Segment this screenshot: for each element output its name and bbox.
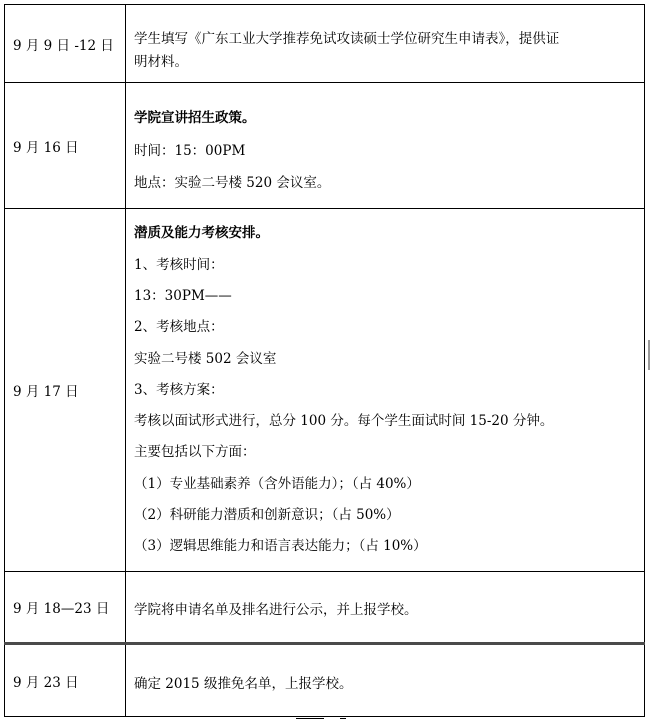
table-row: [4, 5, 645, 82]
content-line: 13：30PM——: [134, 288, 232, 304]
content-line: 明材料。: [134, 54, 188, 70]
content-line: 2、考核地点：: [134, 319, 224, 335]
content-cell: [126, 209, 645, 571]
date-text: 9 月 23 日: [13, 674, 79, 691]
content-line: 时间：15：00PM: [134, 143, 246, 159]
content-cell: [126, 83, 645, 208]
content-line: （1）专业基础素养（含外语能力）；（占 40%）: [134, 476, 420, 492]
date-cell: [4, 5, 126, 82]
content-cell: [126, 645, 645, 716]
table-row: [4, 83, 645, 208]
table-row: [4, 209, 645, 571]
date-cell: [4, 83, 126, 208]
table-row: [4, 572, 645, 642]
page-edge-mark: [340, 718, 346, 719]
page-edge-mark: [648, 340, 650, 370]
content-line: 学院将申请名单及排名进行公示，并上报学校。: [134, 602, 418, 618]
date-cell: [4, 572, 126, 642]
content-cell: [126, 5, 645, 82]
content-line: 1、考核时间：: [134, 257, 224, 273]
table-border-bottom: [4, 716, 645, 717]
content-line: （2）科研能力潜质和创新意识；（占 50%）: [134, 507, 400, 523]
content-line: 主要包括以下方面：: [134, 444, 256, 460]
content-line: 确定 2015 级推免名单，上报学校。: [134, 676, 353, 692]
page-edge-mark: [296, 718, 324, 719]
date-text: 9 月 16 日: [13, 139, 79, 156]
content-line: 学生填写《广东工业大学推荐免试攻读硕士学位研究生申请表》，提供证: [134, 31, 560, 47]
content-line: 实验二号楼 502 会议室: [134, 351, 277, 367]
content-line: （3）逻辑思维能力和语言表达能力；（占 10%）: [134, 538, 427, 554]
table-row: [4, 645, 645, 716]
date-text: 9 月 17 日: [13, 384, 79, 400]
date-cell: [4, 645, 126, 716]
section-heading: 潜质及能力考核安排。: [134, 225, 269, 241]
date-text: 9 月 9 日 -12 日: [13, 37, 114, 54]
date-text: 9 月 18—23 日: [13, 601, 110, 617]
content-line: 考核以面试形式进行，总分 100 分。每个学生面试时间 15-20 分钟。: [134, 413, 554, 429]
content-line: 地点：实验二号楼 520 会议室。: [134, 175, 331, 191]
content-cell: [126, 572, 645, 642]
section-heading: 学院宣讲招生政策。: [134, 110, 256, 126]
date-cell: [4, 209, 126, 571]
content-line: 3、考核方案：: [134, 382, 224, 398]
